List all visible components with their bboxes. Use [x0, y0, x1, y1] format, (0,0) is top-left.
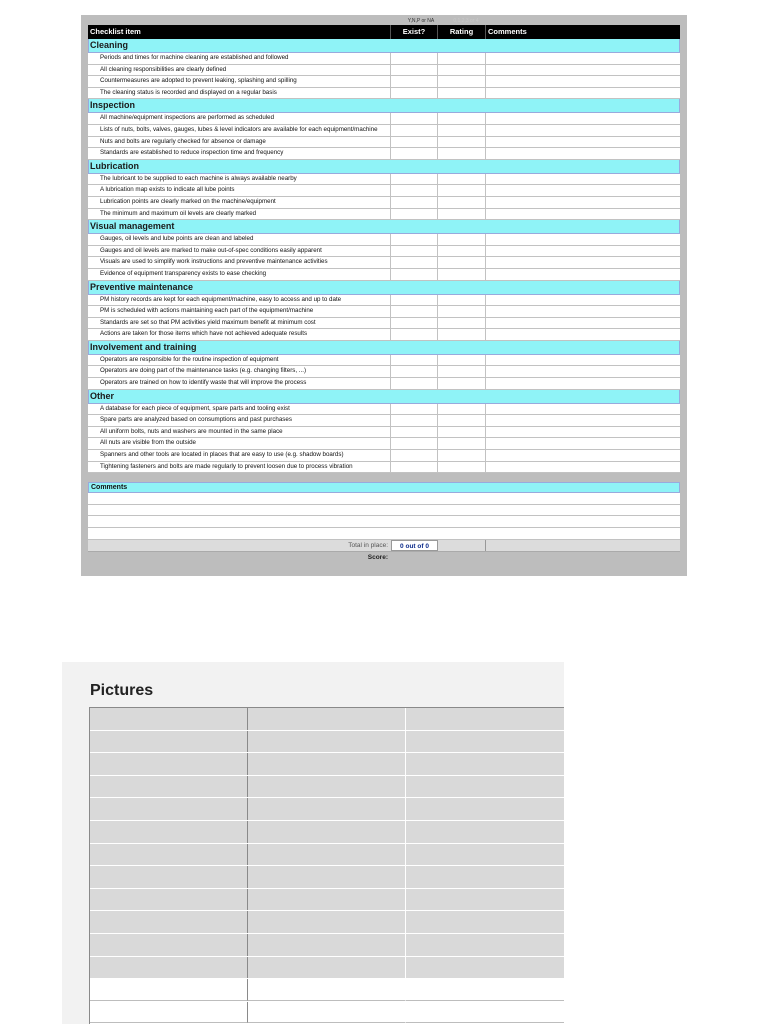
picture-cell[interactable]	[406, 866, 564, 888]
checklist-row	[88, 427, 680, 439]
checklist-row	[88, 295, 680, 307]
comments-cell[interactable]	[486, 404, 680, 415]
picture-cell[interactable]	[90, 821, 248, 843]
picture-cell[interactable]	[248, 866, 406, 888]
checklist-item-text: Standards are established to reduce inspection time and frequency	[88, 148, 391, 159]
picture-cell[interactable]	[248, 934, 406, 956]
picture-cell[interactable]	[406, 798, 564, 820]
exist-cell[interactable]	[391, 366, 438, 377]
rating-cell[interactable]	[438, 415, 486, 426]
category-header: Preventive maintenance	[88, 281, 680, 295]
pictures-row	[90, 821, 564, 844]
pictures-row	[90, 844, 564, 867]
picture-cell[interactable]	[248, 957, 406, 979]
rating-cell[interactable]	[438, 148, 486, 159]
checklist-row	[88, 197, 680, 209]
picture-cell[interactable]	[248, 753, 406, 775]
col-rating: Rating	[438, 25, 486, 39]
category-header: Other	[88, 390, 680, 404]
checklist-body	[88, 39, 680, 473]
pictures-row	[90, 979, 564, 1002]
exist-cell[interactable]	[391, 209, 438, 220]
checklist-item-text: Periods and times for machine cleaning are established and followed	[88, 53, 391, 64]
picture-cell[interactable]	[90, 1002, 248, 1024]
comments-cell[interactable]	[486, 53, 680, 64]
rating-cell[interactable]	[438, 404, 486, 415]
picture-cell[interactable]	[406, 979, 564, 1001]
rating-cell[interactable]	[438, 65, 486, 76]
rating-cell[interactable]	[438, 427, 486, 438]
comments-cell[interactable]	[486, 246, 680, 257]
checklist-item-text: A lubrication map exists to indicate all lube points	[88, 185, 391, 196]
comments-cell[interactable]	[486, 234, 680, 245]
pictures-row	[90, 776, 564, 799]
rating-cell[interactable]	[438, 462, 486, 473]
rating-cell[interactable]	[438, 318, 486, 329]
col-checklist-item: Checklist item	[88, 25, 391, 39]
exist-cell[interactable]	[391, 329, 438, 340]
comment-line[interactable]	[88, 528, 680, 540]
exist-cell[interactable]	[391, 355, 438, 366]
score-row	[88, 552, 680, 563]
checklist-item-text: Visuals are used to simplify work instructions and preventive maintenance activities	[88, 257, 391, 268]
picture-cell[interactable]	[90, 911, 248, 933]
exist-cell[interactable]	[391, 427, 438, 438]
pictures-row	[90, 798, 564, 821]
picture-cell[interactable]	[90, 708, 248, 730]
picture-cell[interactable]	[406, 911, 564, 933]
pictures-row	[90, 889, 564, 912]
exist-cell[interactable]	[391, 295, 438, 306]
checklist-item-text: All uniform bolts, nuts and washers are mounted in the same place	[88, 427, 391, 438]
picture-cell[interactable]	[406, 889, 564, 911]
pictures-row	[90, 1002, 564, 1024]
exist-cell[interactable]	[391, 113, 438, 124]
checklist-row	[88, 438, 680, 450]
rating-cell[interactable]	[438, 257, 486, 268]
exist-cell[interactable]	[391, 76, 438, 87]
exist-cell[interactable]	[391, 269, 438, 280]
picture-cell[interactable]	[248, 708, 406, 730]
exist-cell[interactable]	[391, 197, 438, 208]
picture-cell[interactable]	[90, 731, 248, 753]
exist-cell[interactable]	[391, 65, 438, 76]
checklist-item-text: Tightening fasteners and bolts are made regularly to prevent loosen due to process vibration	[88, 462, 391, 473]
exist-cell[interactable]	[391, 306, 438, 317]
checklist-row	[88, 76, 680, 88]
checklist-item-text: Lubrication points are clearly marked on the machine/equipment	[88, 197, 391, 208]
rating-cell[interactable]	[438, 246, 486, 257]
comments-cell[interactable]	[486, 88, 680, 99]
checklist-row	[88, 246, 680, 258]
comments-section-label: Comments	[88, 482, 680, 493]
pictures-row	[90, 934, 564, 957]
checklist-item-text: Operators are doing part of the maintenance tasks (e.g. changing filters, ...)	[88, 366, 391, 377]
total-row	[88, 540, 680, 552]
col-comments: Comments	[488, 27, 527, 36]
checklist-row	[88, 404, 680, 416]
rating-cell[interactable]	[438, 378, 486, 389]
pictures-grid	[89, 707, 564, 1024]
comments-cell[interactable]	[486, 65, 680, 76]
comments-cell[interactable]	[486, 366, 680, 377]
rating-cell[interactable]	[438, 366, 486, 377]
comments-cell[interactable]	[486, 378, 680, 389]
comments-cell[interactable]	[486, 209, 680, 220]
checklist-row	[88, 137, 680, 149]
picture-cell[interactable]	[248, 979, 406, 1001]
rating-cell[interactable]	[438, 197, 486, 208]
rating-cell[interactable]	[438, 355, 486, 366]
comments-cell[interactable]	[486, 355, 680, 366]
rating-hint: 0,1,2,3 or 4	[453, 18, 479, 24]
comments-cell[interactable]	[486, 318, 680, 329]
picture-cell[interactable]	[406, 731, 564, 753]
checklist-row	[88, 88, 680, 100]
comments-cell[interactable]	[486, 185, 680, 196]
picture-cell[interactable]	[90, 753, 248, 775]
rating-cell[interactable]	[438, 438, 486, 449]
checklist-item-text: Gauges, oil levels and lube points are clean and labeled	[88, 234, 391, 245]
exist-hint: Y,N,P or NA	[407, 18, 435, 24]
exist-cell[interactable]	[391, 53, 438, 64]
checklist-item-text: Spanners and other tools are located in places that are easy to use (e.g. shadow boards)	[88, 450, 391, 461]
pictures-row	[90, 708, 564, 731]
checklist-row	[88, 257, 680, 269]
checklist-item-text: The lubricant to be supplied to each machine is always available nearby	[88, 174, 391, 185]
checklist-row	[88, 366, 680, 378]
rating-cell[interactable]	[438, 53, 486, 64]
picture-cell[interactable]	[90, 889, 248, 911]
checklist-row	[88, 269, 680, 281]
checklist-item-text: Nuts and bolts are regularly checked for absence or damage	[88, 137, 391, 148]
score-label: Score:	[367, 553, 388, 561]
checklist-item-text: Standards are set so that PM activities yield maximum benefit at minimum cost	[88, 318, 391, 329]
checklist-item-text: All cleaning responsibilities are clearly defined	[88, 65, 391, 76]
rating-cell[interactable]	[438, 295, 486, 306]
rating-cell[interactable]	[438, 269, 486, 280]
picture-cell[interactable]	[248, 911, 406, 933]
picture-cell[interactable]	[406, 753, 564, 775]
comment-line[interactable]	[88, 505, 680, 517]
column-header-row	[88, 25, 680, 39]
exist-cell[interactable]	[391, 174, 438, 185]
picture-cell[interactable]	[248, 1002, 406, 1024]
checklist-item-text: Gauges and oil levels are marked to make out-of-spec conditions easily apparent	[88, 246, 391, 257]
checklist-item-text: PM is scheduled with actions maintaining each part of the equipment/machine	[88, 306, 391, 317]
checklist-item-text: All machine/equipment inspections are performed as scheduled	[88, 113, 391, 124]
picture-cell[interactable]	[248, 776, 406, 798]
checklist-row	[88, 234, 680, 246]
comments-cell[interactable]	[486, 415, 680, 426]
category-header: Involvement and training	[88, 341, 680, 355]
checklist-table	[88, 17, 680, 563]
checklist-row	[88, 450, 680, 462]
checklist-item-text: A database for each piece of equipment, spare parts and tooling exist	[88, 404, 391, 415]
checklist-item-text: Actions are taken for those items which have not achieved adequate results	[88, 329, 391, 340]
rating-cell[interactable]	[438, 174, 486, 185]
exist-cell[interactable]	[391, 378, 438, 389]
exist-cell[interactable]	[391, 257, 438, 268]
picture-cell[interactable]	[90, 957, 248, 979]
picture-cell[interactable]	[90, 776, 248, 798]
picture-cell[interactable]	[248, 731, 406, 753]
checklist-item-text: The cleaning status is recorded and displayed on a regular basis	[88, 88, 391, 99]
category-header: Inspection	[88, 99, 680, 113]
category-header: Cleaning	[88, 39, 680, 53]
picture-cell[interactable]	[406, 708, 564, 730]
picture-cell[interactable]	[406, 934, 564, 956]
exist-cell[interactable]	[391, 137, 438, 148]
comments-cell[interactable]	[486, 76, 680, 87]
rating-cell[interactable]	[438, 306, 486, 317]
rating-cell[interactable]	[438, 450, 486, 461]
checklist-row	[88, 53, 680, 65]
exist-cell[interactable]	[391, 450, 438, 461]
picture-cell[interactable]	[90, 934, 248, 956]
pictures-sheet	[62, 662, 564, 1024]
comments-cell[interactable]	[486, 450, 680, 461]
header-hints	[88, 17, 680, 25]
picture-cell[interactable]	[248, 798, 406, 820]
comment-line[interactable]	[88, 516, 680, 528]
pictures-row	[90, 731, 564, 754]
picture-cell[interactable]	[406, 1002, 564, 1024]
checklist-row	[88, 462, 680, 474]
comments-cell[interactable]	[486, 269, 680, 280]
picture-cell[interactable]	[406, 776, 564, 798]
comments-cell[interactable]	[486, 329, 680, 340]
rating-cell[interactable]	[438, 76, 486, 87]
rating-cell[interactable]	[438, 125, 486, 136]
checklist-row	[88, 306, 680, 318]
picture-cell[interactable]	[248, 821, 406, 843]
comments-cell[interactable]	[486, 306, 680, 317]
checklist-row	[88, 148, 680, 160]
checklist-item-text: Lists of nuts, bolts, valves, gauges, lubes & level indicators are available for each equipment/machine	[88, 125, 391, 136]
pictures-title: Pictures	[90, 682, 154, 699]
comments-cell[interactable]	[486, 197, 680, 208]
picture-cell[interactable]	[90, 866, 248, 888]
exist-cell[interactable]	[391, 246, 438, 257]
checklist-row	[88, 65, 680, 77]
comments-cell[interactable]	[486, 427, 680, 438]
picture-cell[interactable]	[248, 889, 406, 911]
comments-cell[interactable]	[486, 174, 680, 185]
checklist-item-text: Countermeasures are adopted to prevent leaking, splashing and spilling	[88, 76, 391, 87]
comments-cell[interactable]	[486, 257, 680, 268]
checklist-row	[88, 355, 680, 367]
exist-cell[interactable]	[391, 404, 438, 415]
rating-cell[interactable]	[438, 88, 486, 99]
checklist-row	[88, 113, 680, 125]
rating-cell[interactable]	[438, 329, 486, 340]
picture-cell[interactable]	[406, 957, 564, 979]
checklist-item-text: Evidence of equipment transparency exists to ease checking	[88, 269, 391, 280]
exist-cell[interactable]	[391, 234, 438, 245]
checklist-item-text: All nuts are visible from the outside	[88, 438, 391, 449]
checklist-item-text: Operators are responsible for the routine inspection of equipment	[88, 355, 391, 366]
checklist-row	[88, 378, 680, 390]
comments-cell[interactable]	[486, 438, 680, 449]
picture-cell[interactable]	[90, 844, 248, 866]
comments-cell[interactable]	[486, 137, 680, 148]
checklist-row	[88, 185, 680, 197]
rating-cell[interactable]	[438, 137, 486, 148]
comments-cell[interactable]	[486, 462, 680, 473]
exist-cell[interactable]	[391, 148, 438, 159]
picture-cell[interactable]	[248, 844, 406, 866]
comments-cell[interactable]	[486, 148, 680, 159]
pictures-row	[90, 957, 564, 980]
pictures-row	[90, 753, 564, 776]
picture-cell[interactable]	[90, 979, 248, 1001]
picture-cell[interactable]	[406, 844, 564, 866]
exist-cell[interactable]	[391, 462, 438, 473]
rating-cell[interactable]	[438, 113, 486, 124]
exist-cell[interactable]	[391, 415, 438, 426]
comment-line[interactable]	[88, 493, 680, 505]
checklist-item-text: PM history records are kept for each equipment/machine, easy to access and up to date	[88, 295, 391, 306]
rating-cell[interactable]	[438, 209, 486, 220]
col-exist: Exist?	[391, 25, 438, 39]
total-label: Total in place:	[348, 541, 388, 549]
exist-cell[interactable]	[391, 88, 438, 99]
picture-cell[interactable]	[90, 798, 248, 820]
comments-cell[interactable]	[486, 125, 680, 136]
exist-cell[interactable]	[391, 185, 438, 196]
rating-cell[interactable]	[438, 185, 486, 196]
rating-cell[interactable]	[438, 234, 486, 245]
checklist-row	[88, 415, 680, 427]
checklist-sheet	[81, 15, 687, 576]
picture-cell[interactable]	[406, 821, 564, 843]
checklist-item-text: Spare parts are analyzed based on consumptions and past purchases	[88, 415, 391, 426]
checklist-row	[88, 318, 680, 330]
checklist-item-text: The minimum and maximum oil levels are clearly marked	[88, 209, 391, 220]
category-header: Visual management	[88, 220, 680, 234]
comments-cell[interactable]	[486, 113, 680, 124]
checklist-row	[88, 174, 680, 186]
comments-cell[interactable]	[486, 295, 680, 306]
checklist-row	[88, 125, 680, 137]
category-header: Lubrication	[88, 160, 680, 174]
exist-cell[interactable]	[391, 125, 438, 136]
checklist-row	[88, 209, 680, 221]
exist-cell[interactable]	[391, 318, 438, 329]
exist-cell[interactable]	[391, 438, 438, 449]
checklist-item-text: Operators are trained on how to identify waste that will improve the process	[88, 378, 391, 389]
checklist-row	[88, 329, 680, 341]
total-value: 0 out of 0	[391, 540, 438, 551]
pictures-row	[90, 911, 564, 934]
pictures-row	[90, 866, 564, 889]
